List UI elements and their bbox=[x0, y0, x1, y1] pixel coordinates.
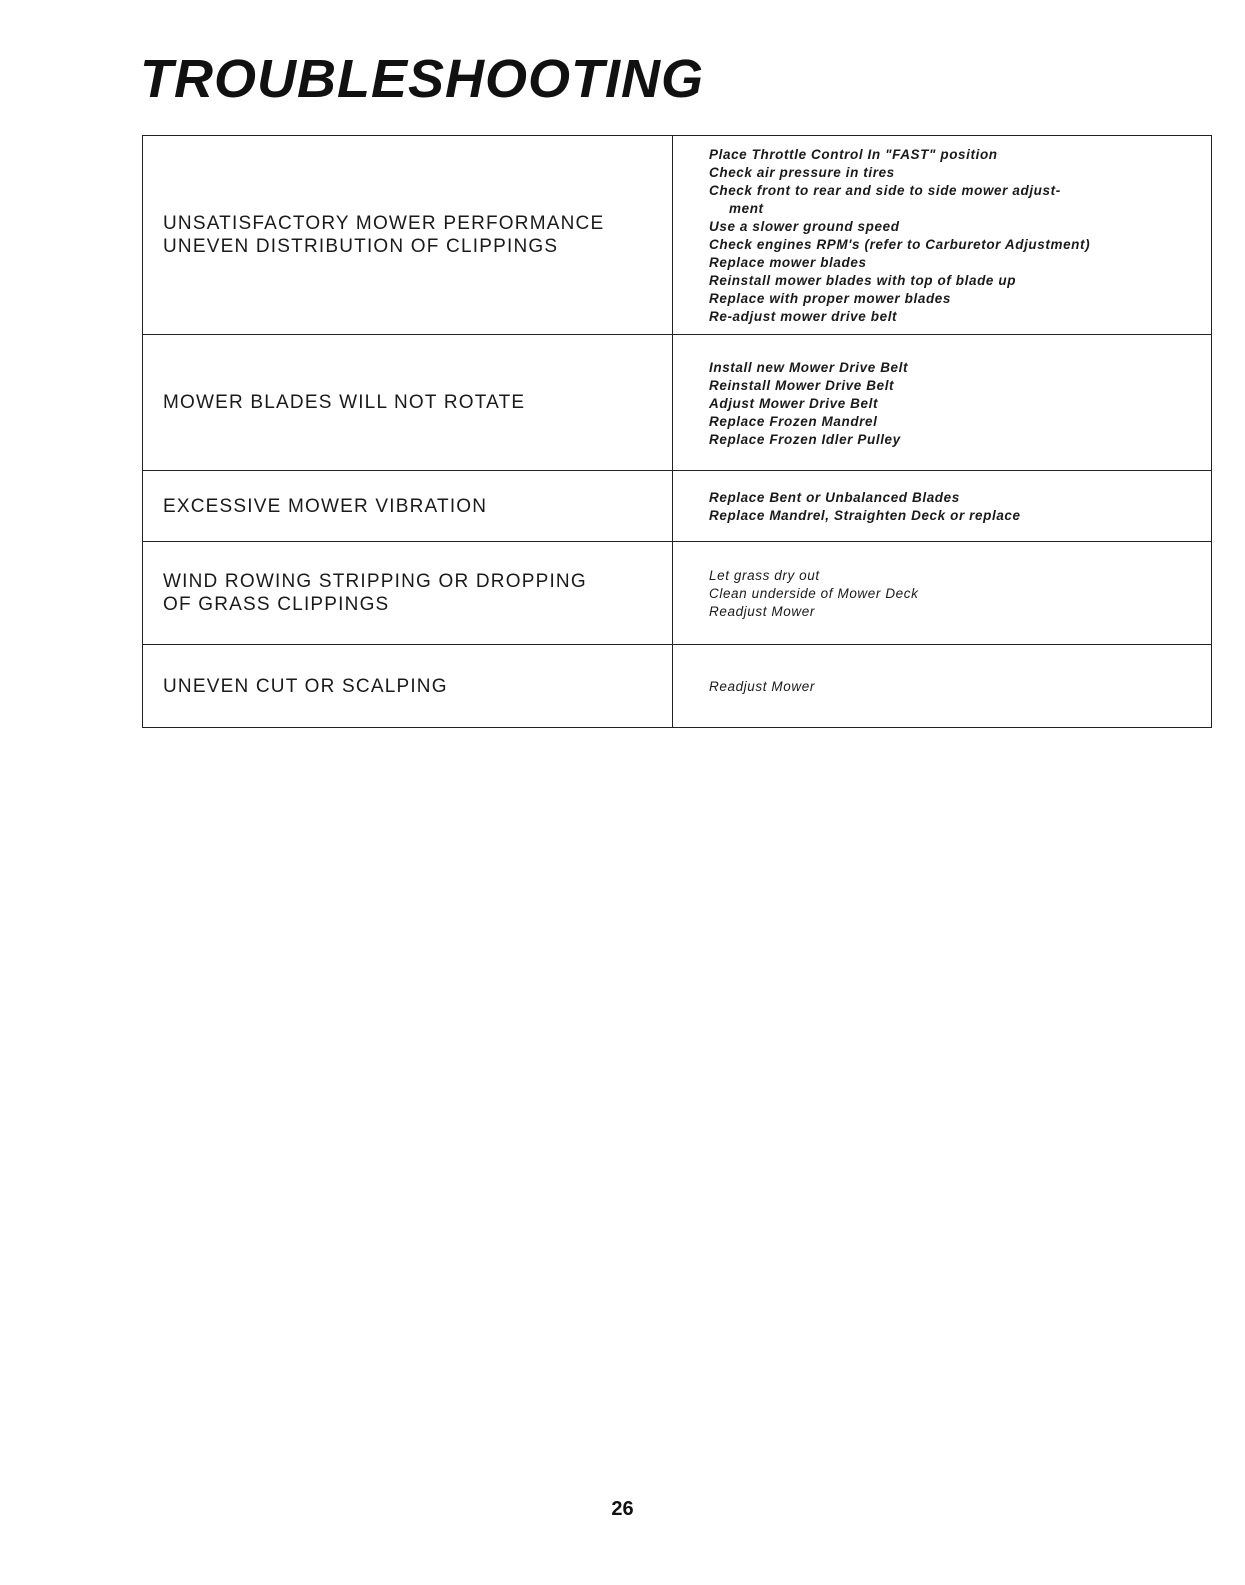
remedy-cell bbox=[673, 335, 1212, 471]
remedy-text: Replace mower blades bbox=[709, 255, 867, 270]
remedy-text: Reinstall Mower Drive Belt bbox=[709, 377, 895, 393]
problem-text: MOWER BLADES WILL NOT ROTATE bbox=[163, 392, 526, 413]
remedy-text: Replace Mandrel, Straighten Deck or replace bbox=[709, 508, 1021, 523]
page-number: 26 bbox=[611, 1498, 634, 1520]
problem-cell bbox=[143, 542, 673, 645]
remedy-text: Re-adjust mower drive belt bbox=[709, 309, 898, 324]
remedy-text: Clean underside of Mower Deck bbox=[709, 586, 919, 601]
remedy-text: Reinstall mower blades with top of blade up bbox=[709, 273, 1017, 288]
remedy-text: Let grass dry out bbox=[709, 568, 820, 583]
table-row bbox=[143, 542, 1212, 645]
problem-cell bbox=[143, 136, 673, 335]
remedy-text: Readjust Mower bbox=[709, 679, 815, 694]
table-row bbox=[143, 136, 1212, 335]
problem-text: OF GRASS CLIPPINGS bbox=[163, 594, 390, 615]
problem-text: UNSATISFACTORY MOWER PERFORMANCE bbox=[163, 213, 605, 234]
remedy-text: Adjust Mower Drive Belt bbox=[709, 395, 879, 411]
remedy-text: Check engines RPM's (refer to Carburetor Adjustment) bbox=[709, 237, 1091, 252]
problem-text: UNEVEN CUT OR SCALPING bbox=[163, 675, 448, 697]
remedy-cell bbox=[673, 645, 1212, 728]
remedy-cell bbox=[673, 542, 1212, 645]
problem-text: WIND ROWING STRIPPING OR DROPPING bbox=[163, 571, 587, 592]
remedy-text: Install new Mower Drive Belt bbox=[709, 359, 909, 375]
remedy-text: Readjust Mower bbox=[709, 604, 815, 619]
remedy-text: Place Throttle Control In "FAST" position bbox=[709, 147, 998, 162]
table-row bbox=[143, 335, 1212, 471]
remedy-text: Replace Frozen Mandrel bbox=[709, 413, 878, 429]
remedy-text: Replace with proper mower blades bbox=[709, 291, 952, 306]
problem-text: UNEVEN DISTRIBUTION OF CLIPPINGS bbox=[163, 236, 559, 257]
table-row bbox=[143, 645, 1212, 728]
remedy-text: Replace Frozen Idler Pulley bbox=[709, 431, 901, 447]
remedy-text: Replace Bent or Unbalanced Blades bbox=[709, 490, 960, 505]
remedy-text: Check air pressure in tires bbox=[709, 165, 895, 180]
remedy-text: ment bbox=[729, 201, 764, 216]
remedy-cell bbox=[673, 471, 1212, 542]
remedy-text: Use a slower ground speed bbox=[709, 219, 900, 234]
problem-cell bbox=[143, 471, 673, 542]
table-row bbox=[143, 471, 1212, 542]
problem-cell bbox=[143, 645, 673, 728]
problem-cell bbox=[143, 335, 673, 471]
page-title: TROUBLESHOOTING bbox=[140, 49, 704, 109]
troubleshooting-table bbox=[142, 135, 1212, 728]
problem-text: EXCESSIVE MOWER VIBRATION bbox=[163, 495, 488, 517]
remedy-text: Check front to rear and side to side mower adjust- bbox=[709, 183, 1061, 198]
remedy-cell bbox=[673, 136, 1212, 335]
